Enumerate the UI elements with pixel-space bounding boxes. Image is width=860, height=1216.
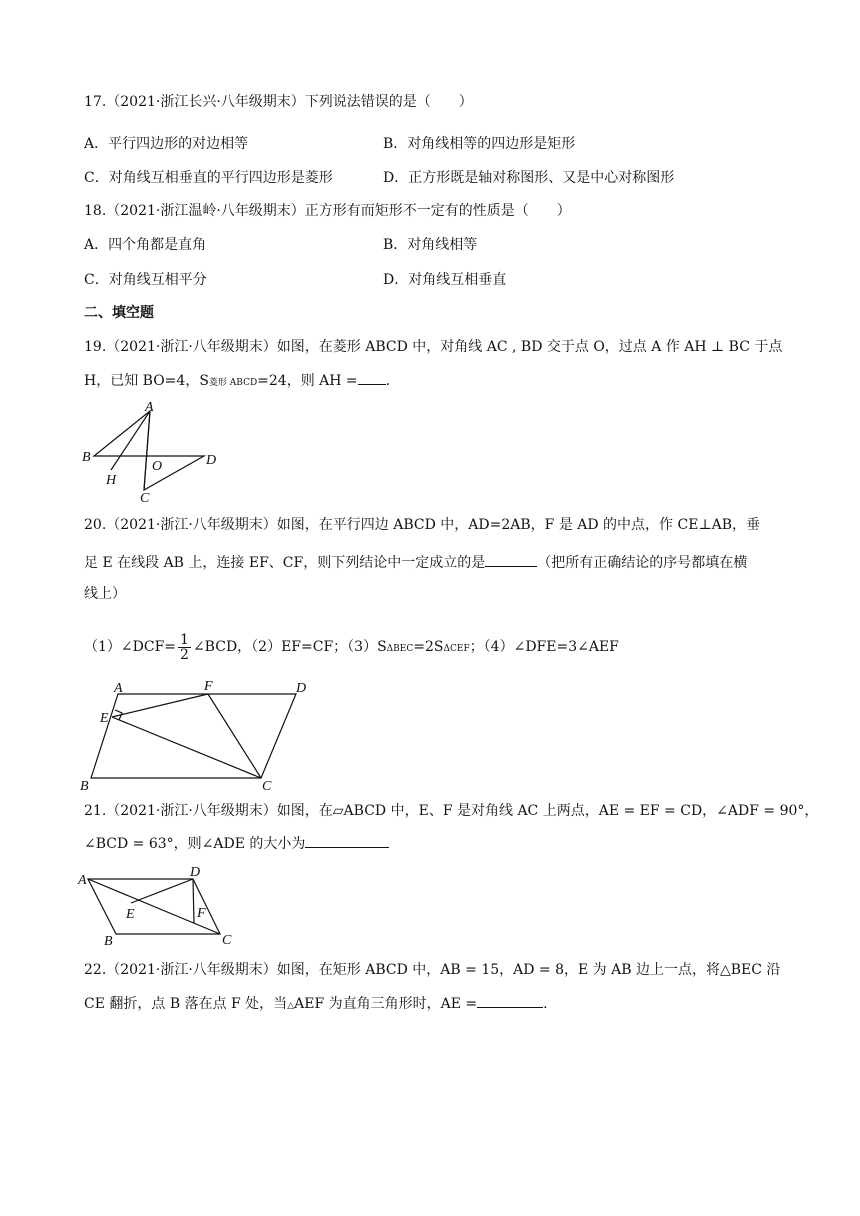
q20-parallelogram-outline [91, 694, 296, 778]
q20-segment-ef [112, 694, 208, 717]
q21-label-b: B [104, 934, 113, 948]
q20-subscript-bec: ΔBEC [386, 644, 414, 654]
q21-label-f: F [197, 906, 206, 921]
section-title: 二、填空题 [84, 305, 154, 321]
q19-label-b: B [82, 450, 91, 465]
q20-segment-ce [112, 717, 261, 778]
q20-fraction-denominator: 2 [180, 646, 189, 663]
q18-option-b: B．对角线相等 [383, 237, 478, 253]
q20-fraction [178, 633, 191, 662]
q19-line2-end: . [385, 373, 391, 389]
q19-line2 [84, 370, 390, 393]
q20-segment-cf [208, 694, 261, 778]
q20-options [84, 632, 619, 664]
q20-line2-text-a: 足 E 在线段 AB 上，连接 EF、CF，则下列结论中一定成立的是 [84, 555, 486, 571]
q20-label-b: B [80, 779, 89, 794]
q22-line2 [84, 993, 548, 1016]
q20-subscript-cef: ΔCEF [443, 644, 470, 654]
q20-label-d: D [296, 681, 307, 696]
q19-label-o: O [152, 459, 163, 474]
q19-label-d: D [206, 453, 217, 468]
q19-line1: 19.（2021·浙江·八年级期末）如图，在菱形 ABCD 中，对角线 AC , BD 交于点 O，过点 A 作 AH ⊥ BC 于点 [84, 339, 783, 355]
q20-option-4: ；（4）∠DFE=3∠AEF [469, 639, 619, 655]
q20-fraction-numerator: 1 [180, 631, 189, 648]
q22-answer-blank[interactable] [477, 993, 543, 1008]
q22-line2-text-b: AEF 为直角三角形时，AE = [294, 996, 478, 1012]
q21-parallelogram-figure [76, 862, 246, 948]
q20-option-1b: ∠BCD，（2）EF=CF；（3）S [192, 639, 387, 655]
q21-segment-de [131, 879, 193, 903]
q18-option-a: A．四个角都是直角 [84, 237, 207, 253]
q20-label-f: F [204, 679, 213, 694]
q18-stem: 18.（2021·浙江温岭·八年级期末）正方形有而矩形不一定有的性质是（ ） [84, 203, 571, 219]
q20-parallelogram-figure [78, 676, 318, 796]
q21-label-c: C [222, 933, 232, 948]
q19-answer-blank[interactable] [358, 370, 386, 385]
q20-line2 [84, 552, 747, 573]
q19-diagonal-ac [144, 411, 150, 490]
q21-line2-text: ∠BCD = 63°，则∠ADE 的大小为 [84, 836, 306, 852]
q19-rhombus-figure [78, 398, 228, 508]
q21-label-a: A [78, 873, 87, 888]
q19-label-c: C [140, 491, 150, 506]
q22-line2-text-a: CE 翻折，点 B 落在点 F 处，当 [84, 996, 288, 1012]
q22-line2-end: . [543, 996, 548, 1012]
q21-segment-df [193, 879, 194, 923]
q20-label-e: E [100, 711, 109, 726]
q20-option-1a: （1）∠DCF= [84, 639, 177, 655]
q21-line1: 21.（2021·浙江·八年级期末）如图，在▱ABCD 中，E、F 是对角线 AC 上两点，AE = EF = CD，∠ADF = 90°， [84, 803, 819, 819]
q20-line1: 20.（2021·浙江·八年级期末）如图，在平行四边 ABCD 中，AD=2AB，F 是 AD 的中点，作 CE⊥AB，垂 [84, 517, 761, 533]
q21-line2 [84, 833, 389, 854]
q17-option-d: D．正方形既是轴对称图形、又是中心对称图形 [383, 170, 675, 186]
q21-label-d: D [190, 865, 201, 880]
q21-label-e: E [126, 907, 135, 922]
q20-answer-blank[interactable] [485, 552, 537, 567]
q20-option-3b: =2S [413, 639, 444, 655]
q22-line1: 22.（2021·浙江·八年级期末）如图，在矩形 ABCD 中，AB = 15，AD = 8，E 为 AB 边上一点，将△BEC 沿 [84, 962, 781, 978]
q20-line2-text-b: （把所有正确结论的序号都填在横 [537, 555, 748, 571]
q22-triangle-symbol: △ [287, 1001, 295, 1011]
q18-option-c: C．对角线互相平分 [84, 272, 207, 288]
q17-option-b: B．对角线相等的四边形是矩形 [383, 136, 576, 152]
q20-label-c: C [262, 779, 272, 794]
q17-option-a: A．平行四边形的对边相等 [84, 136, 249, 152]
q20-line3: 线上） [84, 586, 126, 602]
q19-label-h: H [106, 473, 117, 488]
q18-option-d: D．对角线互相垂直 [383, 272, 507, 288]
q17-option-c: C．对角线互相垂直的平行四边形是菱形 [84, 170, 333, 186]
q19-label-a: A [145, 400, 154, 415]
q19-line2-text-b: =24，则 AH = [257, 373, 358, 389]
q21-answer-blank[interactable] [305, 833, 389, 848]
q19-area-subscript: 菱形 ABCD [208, 378, 258, 388]
q17-stem: 17.（2021·浙江长兴·八年级期末）下列说法错误的是（ ） [84, 94, 473, 110]
q19-line2-text-a: H，已知 BO=4，S [84, 373, 209, 389]
q19-altitude-ah [111, 411, 150, 470]
q20-label-a: A [114, 681, 123, 696]
